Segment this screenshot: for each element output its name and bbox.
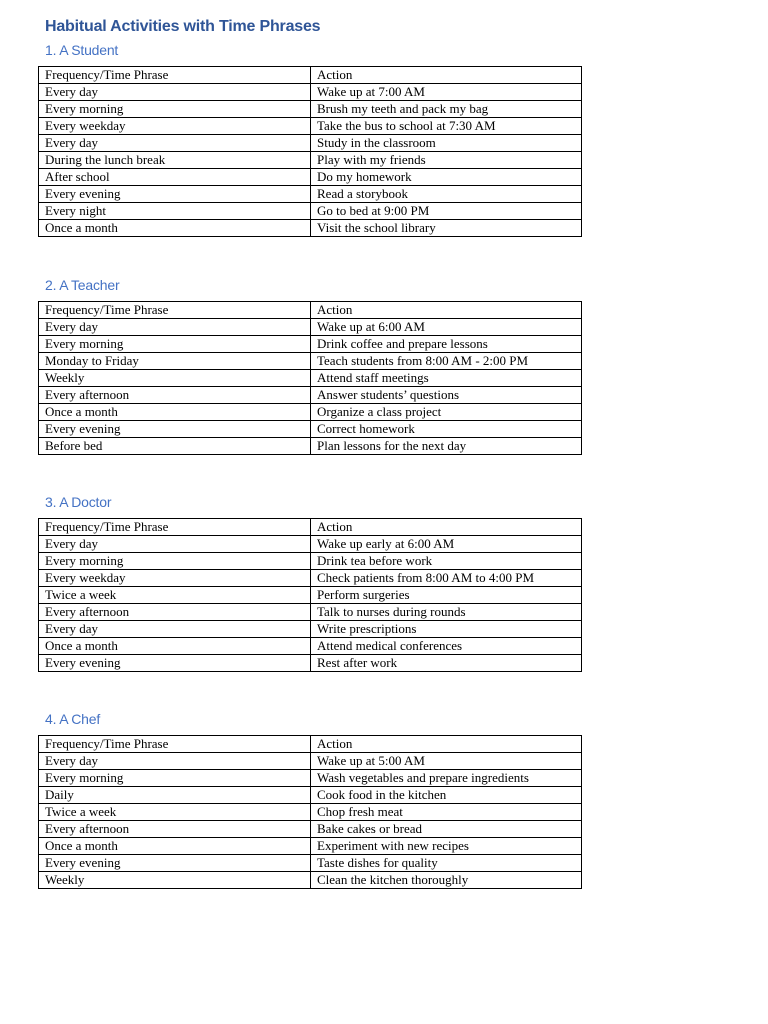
document-title: Habitual Activities with Time Phrases <box>45 18 321 35</box>
table-row <box>39 421 582 438</box>
frequency-cell: Every afternoon <box>39 821 311 838</box>
frequency-cell: Every evening <box>39 655 311 672</box>
frequency-cell: Every day <box>39 319 311 336</box>
table-row <box>39 186 582 203</box>
action-cell: Teach students from 8:00 AM - 2:00 PM <box>311 353 582 370</box>
header-frequency: Frequency/Time Phrase <box>39 736 311 753</box>
frequency-cell: Every evening <box>39 855 311 872</box>
table-row <box>39 336 582 353</box>
table-row <box>39 604 582 621</box>
action-cell: Bake cakes or bread <box>311 821 582 838</box>
table-header-row <box>39 302 582 319</box>
frequency-cell: Every day <box>39 84 311 101</box>
frequency-cell: Once a month <box>39 838 311 855</box>
frequency-cell: Every morning <box>39 101 311 118</box>
table-row <box>39 753 582 770</box>
action-cell: Plan lessons for the next day <box>311 438 582 455</box>
table-row <box>39 101 582 118</box>
table-row <box>39 787 582 804</box>
frequency-cell: Every weekday <box>39 570 311 587</box>
action-cell: Drink coffee and prepare lessons <box>311 336 582 353</box>
section-heading: 4. A Chef <box>45 711 101 727</box>
frequency-cell: Once a month <box>39 220 311 237</box>
frequency-cell: Daily <box>39 787 311 804</box>
table-row <box>39 220 582 237</box>
frequency-cell: Twice a week <box>39 804 311 821</box>
action-cell: Correct homework <box>311 421 582 438</box>
table-row <box>39 319 582 336</box>
frequency-cell: Every evening <box>39 421 311 438</box>
table-row <box>39 804 582 821</box>
table-row <box>39 536 582 553</box>
section-4 <box>38 709 582 889</box>
frequency-cell: Once a month <box>39 404 311 421</box>
action-cell: Go to bed at 9:00 PM <box>311 203 582 220</box>
section-1 <box>38 40 582 237</box>
frequency-cell: Every day <box>39 135 311 152</box>
activity-table <box>38 66 582 237</box>
table-row <box>39 387 582 404</box>
table-row <box>39 152 582 169</box>
table-header-row <box>39 519 582 536</box>
table-row <box>39 638 582 655</box>
table-row <box>39 821 582 838</box>
frequency-cell: Weekly <box>39 872 311 889</box>
table-row <box>39 370 582 387</box>
section-2 <box>38 275 582 455</box>
action-cell: Talk to nurses during rounds <box>311 604 582 621</box>
table-header-row <box>39 67 582 84</box>
action-cell: Cook food in the kitchen <box>311 787 582 804</box>
header-frequency: Frequency/Time Phrase <box>39 302 311 319</box>
section-3 <box>38 492 582 672</box>
table-row <box>39 855 582 872</box>
action-cell: Clean the kitchen thoroughly <box>311 872 582 889</box>
table-row <box>39 169 582 186</box>
action-cell: Wash vegetables and prepare ingredients <box>311 770 582 787</box>
header-action: Action <box>311 519 582 536</box>
action-cell: Rest after work <box>311 655 582 672</box>
frequency-cell: Monday to Friday <box>39 353 311 370</box>
sections-container <box>38 40 582 889</box>
action-cell: Attend medical conferences <box>311 638 582 655</box>
frequency-cell: Twice a week <box>39 587 311 604</box>
frequency-cell: Every day <box>39 753 311 770</box>
action-cell: Check patients from 8:00 AM to 4:00 PM <box>311 570 582 587</box>
frequency-cell: Every afternoon <box>39 387 311 404</box>
action-cell: Wake up early at 6:00 AM <box>311 536 582 553</box>
table-row <box>39 570 582 587</box>
frequency-cell: Every day <box>39 621 311 638</box>
action-cell: Perform surgeries <box>311 587 582 604</box>
table-row <box>39 118 582 135</box>
frequency-cell: Before bed <box>39 438 311 455</box>
section-heading: 2. A Teacher <box>45 277 120 293</box>
frequency-cell: Every morning <box>39 553 311 570</box>
table-row <box>39 838 582 855</box>
action-cell: Wake up at 6:00 AM <box>311 319 582 336</box>
frequency-cell: Weekly <box>39 370 311 387</box>
action-cell: Chop fresh meat <box>311 804 582 821</box>
activity-table <box>38 735 582 889</box>
action-cell: Attend staff meetings <box>311 370 582 387</box>
action-cell: Visit the school library <box>311 220 582 237</box>
table-row <box>39 438 582 455</box>
action-cell: Taste dishes for quality <box>311 855 582 872</box>
action-cell: Write prescriptions <box>311 621 582 638</box>
header-frequency: Frequency/Time Phrase <box>39 519 311 536</box>
action-cell: Study in the classroom <box>311 135 582 152</box>
frequency-cell: Once a month <box>39 638 311 655</box>
header-action: Action <box>311 67 582 84</box>
table-row <box>39 553 582 570</box>
section-heading: 3. A Doctor <box>45 494 112 510</box>
frequency-cell: Every night <box>39 203 311 220</box>
table-row <box>39 203 582 220</box>
table-row <box>39 84 582 101</box>
table-row <box>39 621 582 638</box>
action-cell: Do my homework <box>311 169 582 186</box>
frequency-cell: During the lunch break <box>39 152 311 169</box>
table-row <box>39 404 582 421</box>
action-cell: Read a storybook <box>311 186 582 203</box>
action-cell: Organize a class project <box>311 404 582 421</box>
table-row <box>39 353 582 370</box>
action-cell: Brush my teeth and pack my bag <box>311 101 582 118</box>
document-page <box>38 16 582 927</box>
activity-table <box>38 518 582 672</box>
frequency-cell: Every weekday <box>39 118 311 135</box>
table-header-row <box>39 736 582 753</box>
table-row <box>39 135 582 152</box>
frequency-cell: Every morning <box>39 336 311 353</box>
frequency-cell: Every afternoon <box>39 604 311 621</box>
table-row <box>39 770 582 787</box>
table-row <box>39 872 582 889</box>
action-cell: Experiment with new recipes <box>311 838 582 855</box>
table-row <box>39 587 582 604</box>
frequency-cell: Every evening <box>39 186 311 203</box>
table-row <box>39 655 582 672</box>
header-action: Action <box>311 302 582 319</box>
action-cell: Answer students’ questions <box>311 387 582 404</box>
action-cell: Wake up at 7:00 AM <box>311 84 582 101</box>
header-frequency: Frequency/Time Phrase <box>39 67 311 84</box>
action-cell: Wake up at 5:00 AM <box>311 753 582 770</box>
action-cell: Play with my friends <box>311 152 582 169</box>
frequency-cell: Every day <box>39 536 311 553</box>
section-heading: 1. A Student <box>45 42 119 58</box>
frequency-cell: After school <box>39 169 311 186</box>
header-action: Action <box>311 736 582 753</box>
activity-table <box>38 301 582 455</box>
frequency-cell: Every morning <box>39 770 311 787</box>
action-cell: Drink tea before work <box>311 553 582 570</box>
action-cell: Take the bus to school at 7:30 AM <box>311 118 582 135</box>
